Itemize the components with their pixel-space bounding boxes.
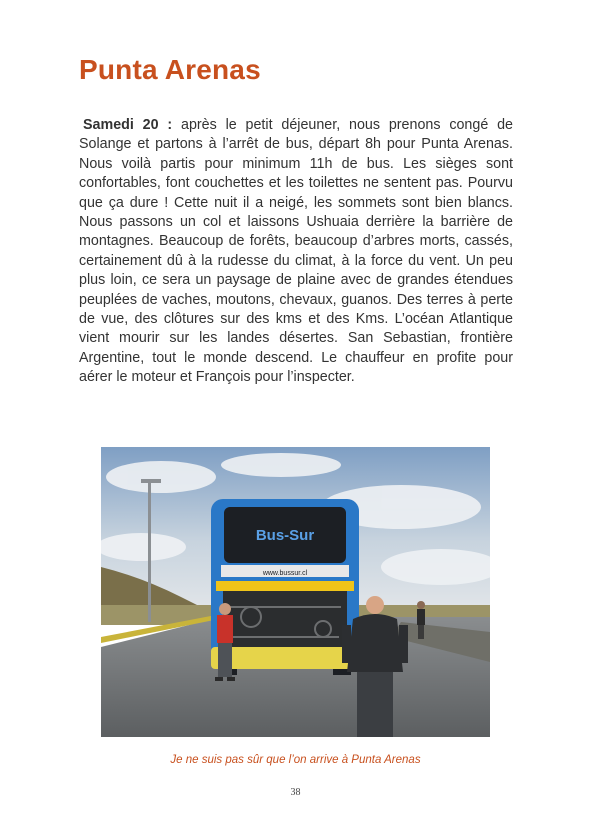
bus-logo: Bus-Sur xyxy=(255,527,315,544)
page-number: 38 xyxy=(290,787,301,798)
bus xyxy=(211,499,359,675)
photo-caption: Je ne suis pas sûr que l’on arrive à Punta Arenas xyxy=(170,754,421,766)
distant-person xyxy=(417,601,425,639)
bus-url: www.bussur.cl xyxy=(262,570,308,577)
paragraph-lead: Samedi 20 : xyxy=(83,117,173,133)
body-paragraph xyxy=(79,116,513,388)
paragraph-text: après le petit déjeuner, nous prenons congé de Solange et partons à l’arrêt de bus, départ 8h pour Punta Arenas. Nous voilà partis pour minimum 11h de bus. Les sièges sont confortables, font couchettes et les toilettes ne sentent pas. Pourvu que ça dure ! Cette nuit il a neigé, les sommets sont bien blancs. Nous passons un col et laissons Ushuaia derrière la barrière de montagnes. Beaucoup de forêts, beaucoup d’arbres morts, cassés, certainement dû à la rudesse du climat, à la force du vent. Un peu plus loin, ce sera un paysage de plaine avec de grandes étendues peuplées de vaches, moutons, chevaux, guanos. Des terres à perte de vue, des clôtures sur des kms et des Kms. L’océan Atlantique vient mourir sur les landes désertes. San Sebastian, frontière Argentine, tout le monde descend. Le chauffeur en profite pour aérer le moteur et François pour l’inspecter. xyxy=(79,117,514,386)
page-title: Punta Arenas xyxy=(79,54,261,85)
bus-photo-illustration xyxy=(101,447,490,737)
bus-photo xyxy=(101,447,490,737)
lamp-post xyxy=(148,482,151,622)
